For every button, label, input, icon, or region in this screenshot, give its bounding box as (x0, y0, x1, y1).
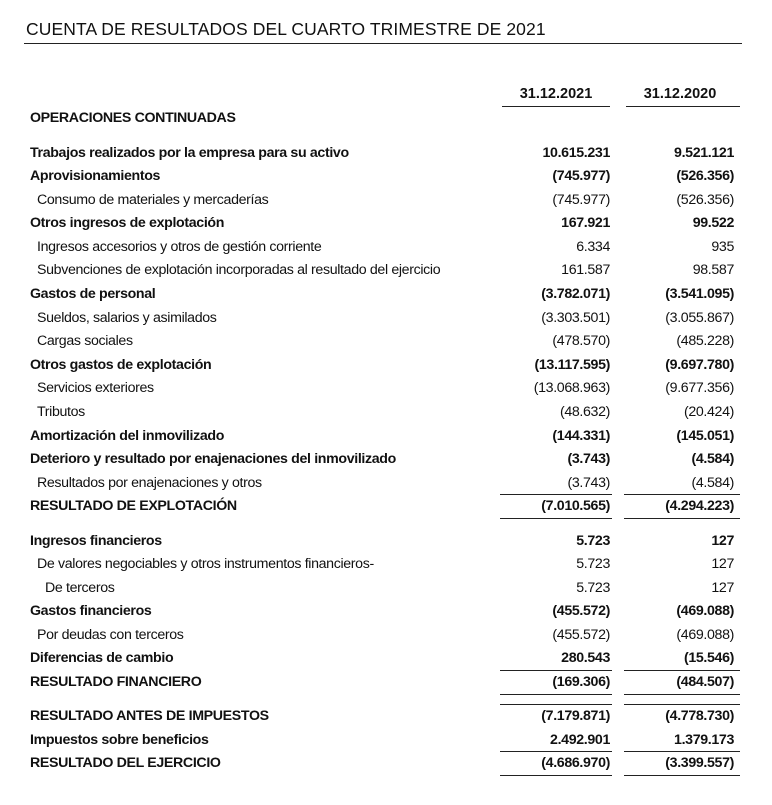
value-2021: 5.723 (576, 533, 610, 549)
value-2020: (3.055.867) (665, 310, 734, 326)
value-2020: (9.677.356) (665, 380, 734, 396)
statement-row (0, 625, 772, 647)
column-header-underline (502, 106, 610, 107)
statement-row (0, 601, 772, 623)
row-label: Aprovisionamientos (30, 168, 161, 184)
statement-row (0, 496, 772, 518)
value-2021: (13.117.595) (534, 357, 610, 373)
value-2020: (469.088) (676, 627, 734, 643)
value-2020: (526.356) (676, 192, 734, 208)
statement-row (0, 284, 772, 306)
value-2020: (484.507) (676, 674, 734, 690)
statement-row (0, 260, 772, 282)
value-2020: (4.294.223) (665, 498, 734, 514)
row-label: Diferencias de cambio (30, 650, 174, 666)
value-2021: (3.303.501) (541, 310, 610, 326)
statement-row (0, 706, 772, 728)
statement-row (0, 143, 772, 165)
row-label: Tributos (37, 404, 85, 420)
total-rule (624, 494, 740, 495)
statement-row (0, 426, 772, 448)
row-label: RESULTADO DEL EJERCICIO (30, 755, 221, 771)
statement-row (0, 402, 772, 424)
row-label: De terceros (45, 580, 115, 596)
row-label: RESULTADO FINANCIERO (30, 674, 202, 690)
value-2021: 5.723 (576, 580, 610, 596)
statement-row (0, 166, 772, 188)
statement-row (0, 473, 772, 495)
statement-row (0, 190, 772, 212)
row-label: Resultados por enajenaciones y otros (37, 475, 262, 491)
statement-row (0, 648, 772, 670)
statement-row (0, 308, 772, 330)
value-2021: 10.615.231 (542, 145, 610, 161)
column-header-2020: 31.12.2020 (643, 86, 717, 102)
row-label: Otros gastos de explotación (30, 357, 212, 373)
row-label: Otros ingresos de explotación (30, 215, 225, 231)
value-2020: (9.697.780) (665, 357, 734, 373)
total-rule (500, 518, 612, 519)
value-2020: (4.778.730) (665, 708, 734, 724)
total-rule (624, 694, 740, 695)
row-label: Deterioro y resultado por enajenaciones del inmovilizado (30, 451, 396, 467)
value-2021: 2.492.901 (550, 732, 610, 748)
value-2020: 98.587 (692, 262, 734, 278)
value-2020: 9.521.121 (674, 145, 734, 161)
value-2021: (4.686.970) (541, 755, 610, 771)
statement-row (0, 531, 772, 553)
statement-row (0, 730, 772, 752)
row-label: Sueldos, salarios y asimilados (37, 310, 217, 326)
value-2021: (7.179.871) (541, 708, 610, 724)
value-2021: (7.010.565) (541, 498, 610, 514)
total-rule (500, 670, 612, 671)
column-header-underline (626, 106, 740, 107)
value-2021: 161.587 (561, 262, 610, 278)
value-2020: (4.584) (691, 451, 734, 467)
statement-row (0, 355, 772, 377)
value-2021: 5.723 (576, 556, 610, 572)
statement-row (0, 331, 772, 353)
row-label: Gastos de personal (30, 286, 156, 302)
statement-row (0, 449, 772, 471)
total-rule (624, 751, 740, 752)
row-label: Por deudas con terceros (37, 627, 184, 643)
row-label: Ingresos financieros (30, 533, 162, 549)
total-rule (624, 775, 740, 776)
value-2021: (478.570) (552, 333, 610, 349)
value-2020: (469.088) (676, 603, 734, 619)
value-2020: 127 (711, 580, 734, 596)
value-2021: (3.743) (567, 475, 610, 491)
value-2021: (13.068.963) (533, 380, 610, 396)
value-2021: (455.572) (552, 627, 610, 643)
value-2021: (455.572) (552, 603, 610, 619)
value-2021: 167.921 (561, 215, 610, 231)
row-label: Impuestos sobre beneficios (30, 732, 209, 748)
value-2020: 127 (711, 533, 734, 549)
value-2020: 127 (711, 556, 734, 572)
value-2020: 99.522 (692, 215, 734, 231)
value-2021: (144.331) (552, 428, 610, 444)
value-2020: (145.051) (676, 428, 734, 444)
statement-row (0, 213, 772, 235)
row-label: Subvenciones de explotación incorporadas al resultado del ejercicio (37, 262, 441, 278)
row-label: RESULTADO ANTES DE IMPUESTOS (30, 708, 269, 724)
total-rule (624, 670, 740, 671)
value-2020: (20.424) (683, 404, 734, 420)
row-label: Consumo de materiales y mercaderías (37, 192, 269, 208)
value-2020: (4.584) (691, 475, 734, 491)
value-2020: (526.356) (676, 168, 734, 184)
value-2020: 1.379.173 (674, 732, 734, 748)
statement-row (0, 672, 772, 694)
value-2020: (3.399.557) (665, 755, 734, 771)
column-header-2021: 31.12.2021 (519, 86, 593, 102)
row-label: Amortización del inmovilizado (30, 428, 225, 444)
total-rule (624, 518, 740, 519)
statement-row (0, 108, 772, 130)
statement-row (0, 378, 772, 400)
row-label: De valores negociables y otros instrumentos financieros- (37, 556, 374, 572)
statement-row (0, 753, 772, 775)
value-2020: (15.546) (683, 650, 734, 666)
value-2021: (169.306) (552, 674, 610, 690)
report-title: CUENTA DE RESULTADOS DEL CUARTO TRIMESTRE DE 2021 (26, 19, 546, 39)
total-rule (500, 775, 612, 776)
total-rule (500, 751, 612, 752)
value-2020: (3.541.095) (665, 286, 734, 302)
row-label: Gastos financieros (30, 603, 152, 619)
row-label: Trabajos realizados por la empresa para su activo (30, 145, 349, 161)
value-2021: (745.977) (552, 192, 610, 208)
value-2021: (48.632) (559, 404, 610, 420)
statement-row (0, 554, 772, 576)
total-rule (500, 694, 612, 695)
value-2021: (3.743) (567, 451, 610, 467)
value-2021: 6.334 (576, 239, 610, 255)
value-2020: 935 (711, 239, 734, 255)
value-2021: (745.977) (552, 168, 610, 184)
statement-row (0, 578, 772, 600)
total-rule (500, 704, 612, 705)
row-label: Ingresos accesorios y otros de gestión corriente (37, 239, 322, 255)
row-label: Cargas sociales (37, 333, 133, 349)
statement-row (0, 237, 772, 259)
total-rule (624, 704, 740, 705)
row-label: RESULTADO DE EXPLOTACIÓN (30, 498, 237, 514)
total-rule (500, 494, 612, 495)
row-label: Servicios exteriores (37, 380, 154, 396)
value-2021: (3.782.071) (541, 286, 610, 302)
value-2020: (485.228) (676, 333, 734, 349)
title-divider (24, 43, 742, 44)
row-label: OPERACIONES CONTINUADAS (30, 110, 236, 126)
value-2021: 280.543 (561, 650, 610, 666)
